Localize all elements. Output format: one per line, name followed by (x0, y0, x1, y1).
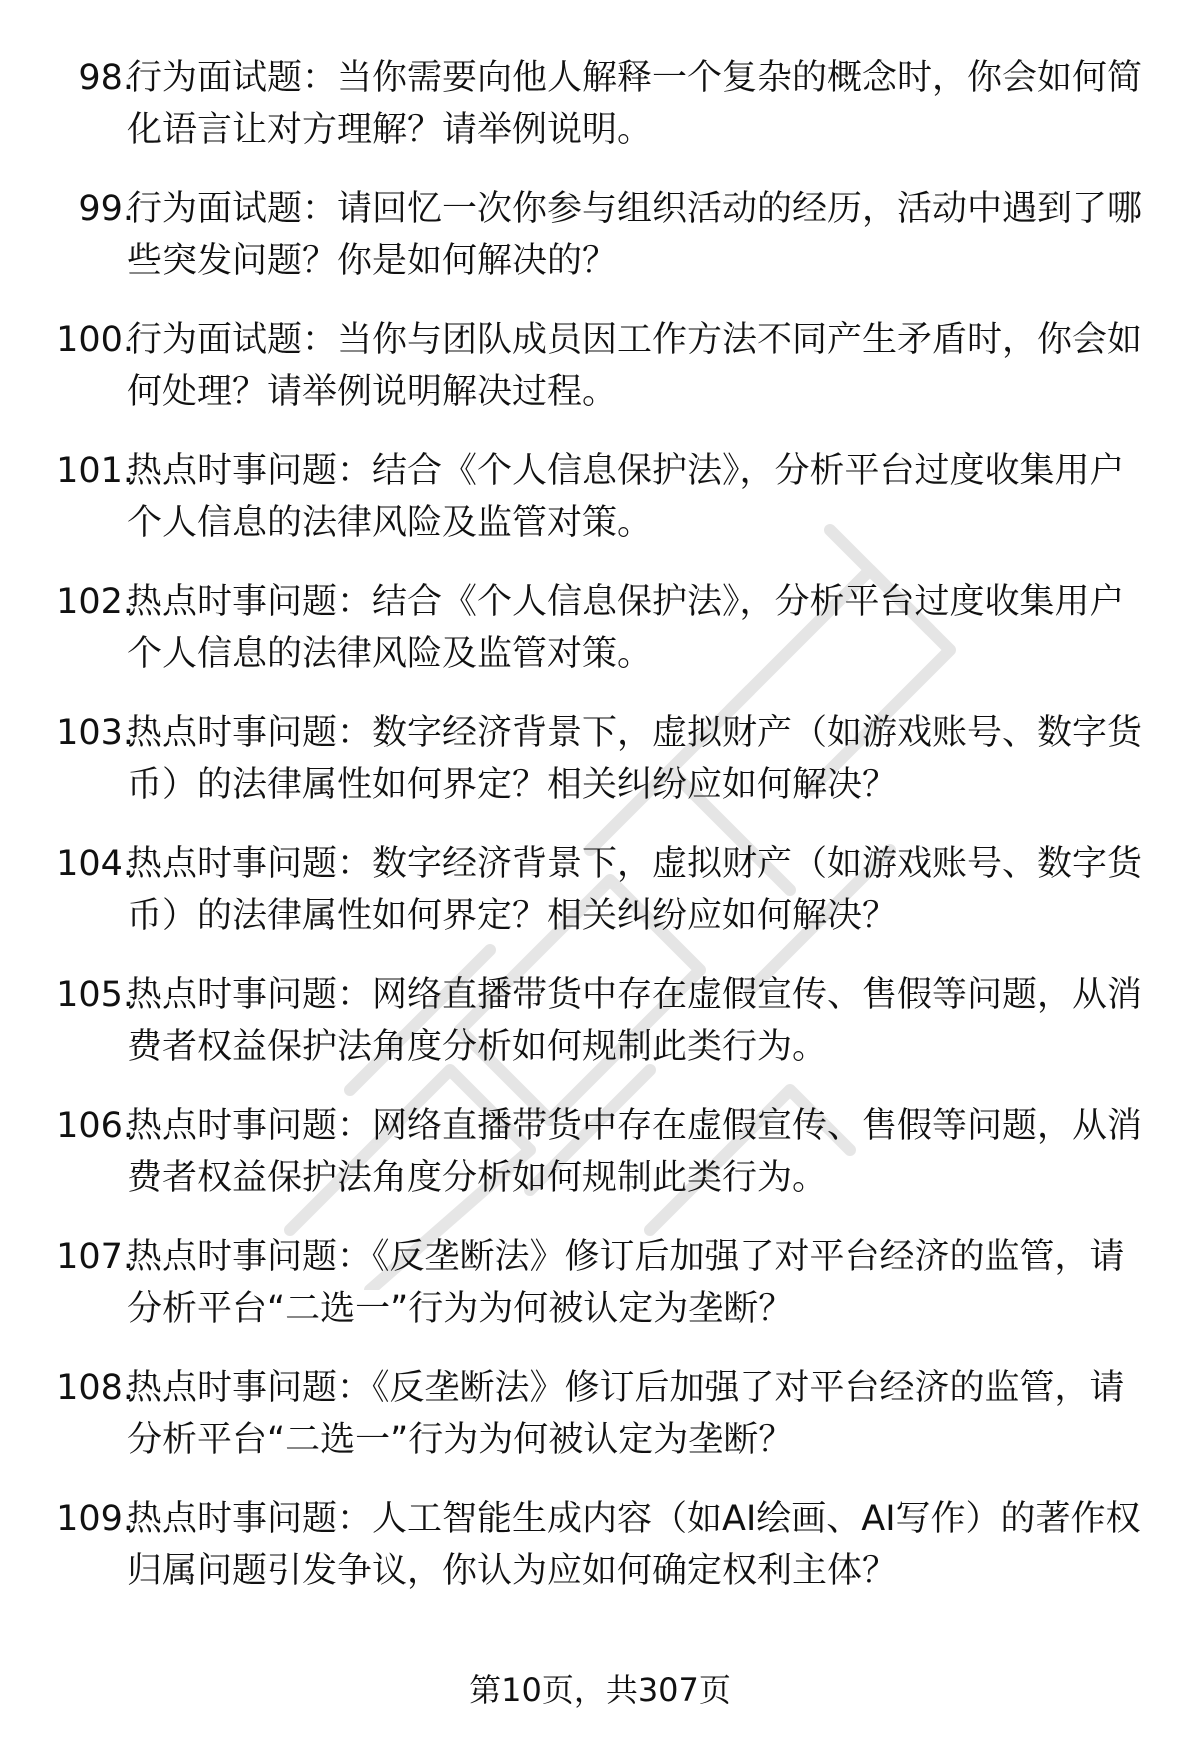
question-item (0, 1231, 1200, 1362)
question-number: 106. (56, 1106, 134, 1146)
question-text: 热点时事问题：结合《个人信息保护法》，分析平台过度收集用户个人信息的法律风险及监管对策。 (127, 582, 1125, 674)
question-text: 热点时事问题：《反垄断法》修订后加强了对平台经济的监管，请分析平台“二选一”行为为何被认定为垄断？ (127, 1368, 1125, 1460)
question-item (0, 1100, 1200, 1231)
question-number: 98. (78, 58, 134, 98)
page-number-label: 第10页，共307页 (469, 1671, 731, 1709)
question-number: 100. (56, 320, 134, 360)
question-text: 热点时事问题：人工智能生成内容（如AI绘画、AI写作）的著作权归属问题引发争议，你认为应如何确定权利主体？ (127, 1499, 1141, 1591)
question-number: 102. (56, 582, 134, 622)
question-text: 行为面试题：当你需要向他人解释一个复杂的概念时，你会如何简化语言让对方理解？请举例说明。 (127, 58, 1143, 150)
question-text: 热点时事问题：结合《个人信息保护法》，分析平台过度收集用户个人信息的法律风险及监管对策。 (127, 451, 1125, 543)
question-text: 热点时事问题：网络直播带货中存在虚假宣传、售假等问题，从消费者权益保护法角度分析如何规制此类行为。 (127, 1106, 1143, 1198)
question-number: 108. (56, 1368, 134, 1408)
question-item (0, 1493, 1200, 1624)
question-item (0, 445, 1200, 576)
question-item (0, 52, 1200, 183)
question-list (0, 52, 1200, 1624)
question-text: 热点时事问题：网络直播带货中存在虚假宣传、售假等问题，从消费者权益保护法角度分析如何规制此类行为。 (127, 975, 1143, 1067)
question-item (0, 183, 1200, 314)
question-text: 热点时事问题：数字经济背景下，虚拟财产（如游戏账号、数字货币）的法律属性如何界定？相关纠纷应如何解决？ (127, 844, 1143, 936)
question-item (0, 707, 1200, 838)
page-footer (0, 1670, 1200, 1710)
question-item (0, 969, 1200, 1100)
question-item (0, 838, 1200, 969)
question-number: 109. (56, 1499, 134, 1539)
question-number: 99. (78, 189, 134, 229)
question-item (0, 314, 1200, 445)
question-text: 行为面试题：请回忆一次你参与组织活动的经历，活动中遇到了哪些突发问题？你是如何解决的？ (127, 189, 1143, 281)
question-number: 103. (56, 713, 134, 753)
question-item (0, 1362, 1200, 1493)
question-number: 107. (56, 1237, 134, 1277)
question-text: 热点时事问题：《反垄断法》修订后加强了对平台经济的监管，请分析平台“二选一”行为为何被认定为垄断？ (127, 1237, 1125, 1329)
question-number: 105. (56, 975, 134, 1015)
question-text: 热点时事问题：数字经济背景下，虚拟财产（如游戏账号、数字货币）的法律属性如何界定？相关纠纷应如何解决？ (127, 713, 1143, 805)
question-number: 104. (56, 844, 134, 884)
question-text: 行为面试题：当你与团队成员因工作方法不同产生矛盾时，你会如何处理？请举例说明解决过程。 (127, 320, 1143, 412)
question-number: 101. (56, 451, 134, 491)
question-item (0, 576, 1200, 707)
